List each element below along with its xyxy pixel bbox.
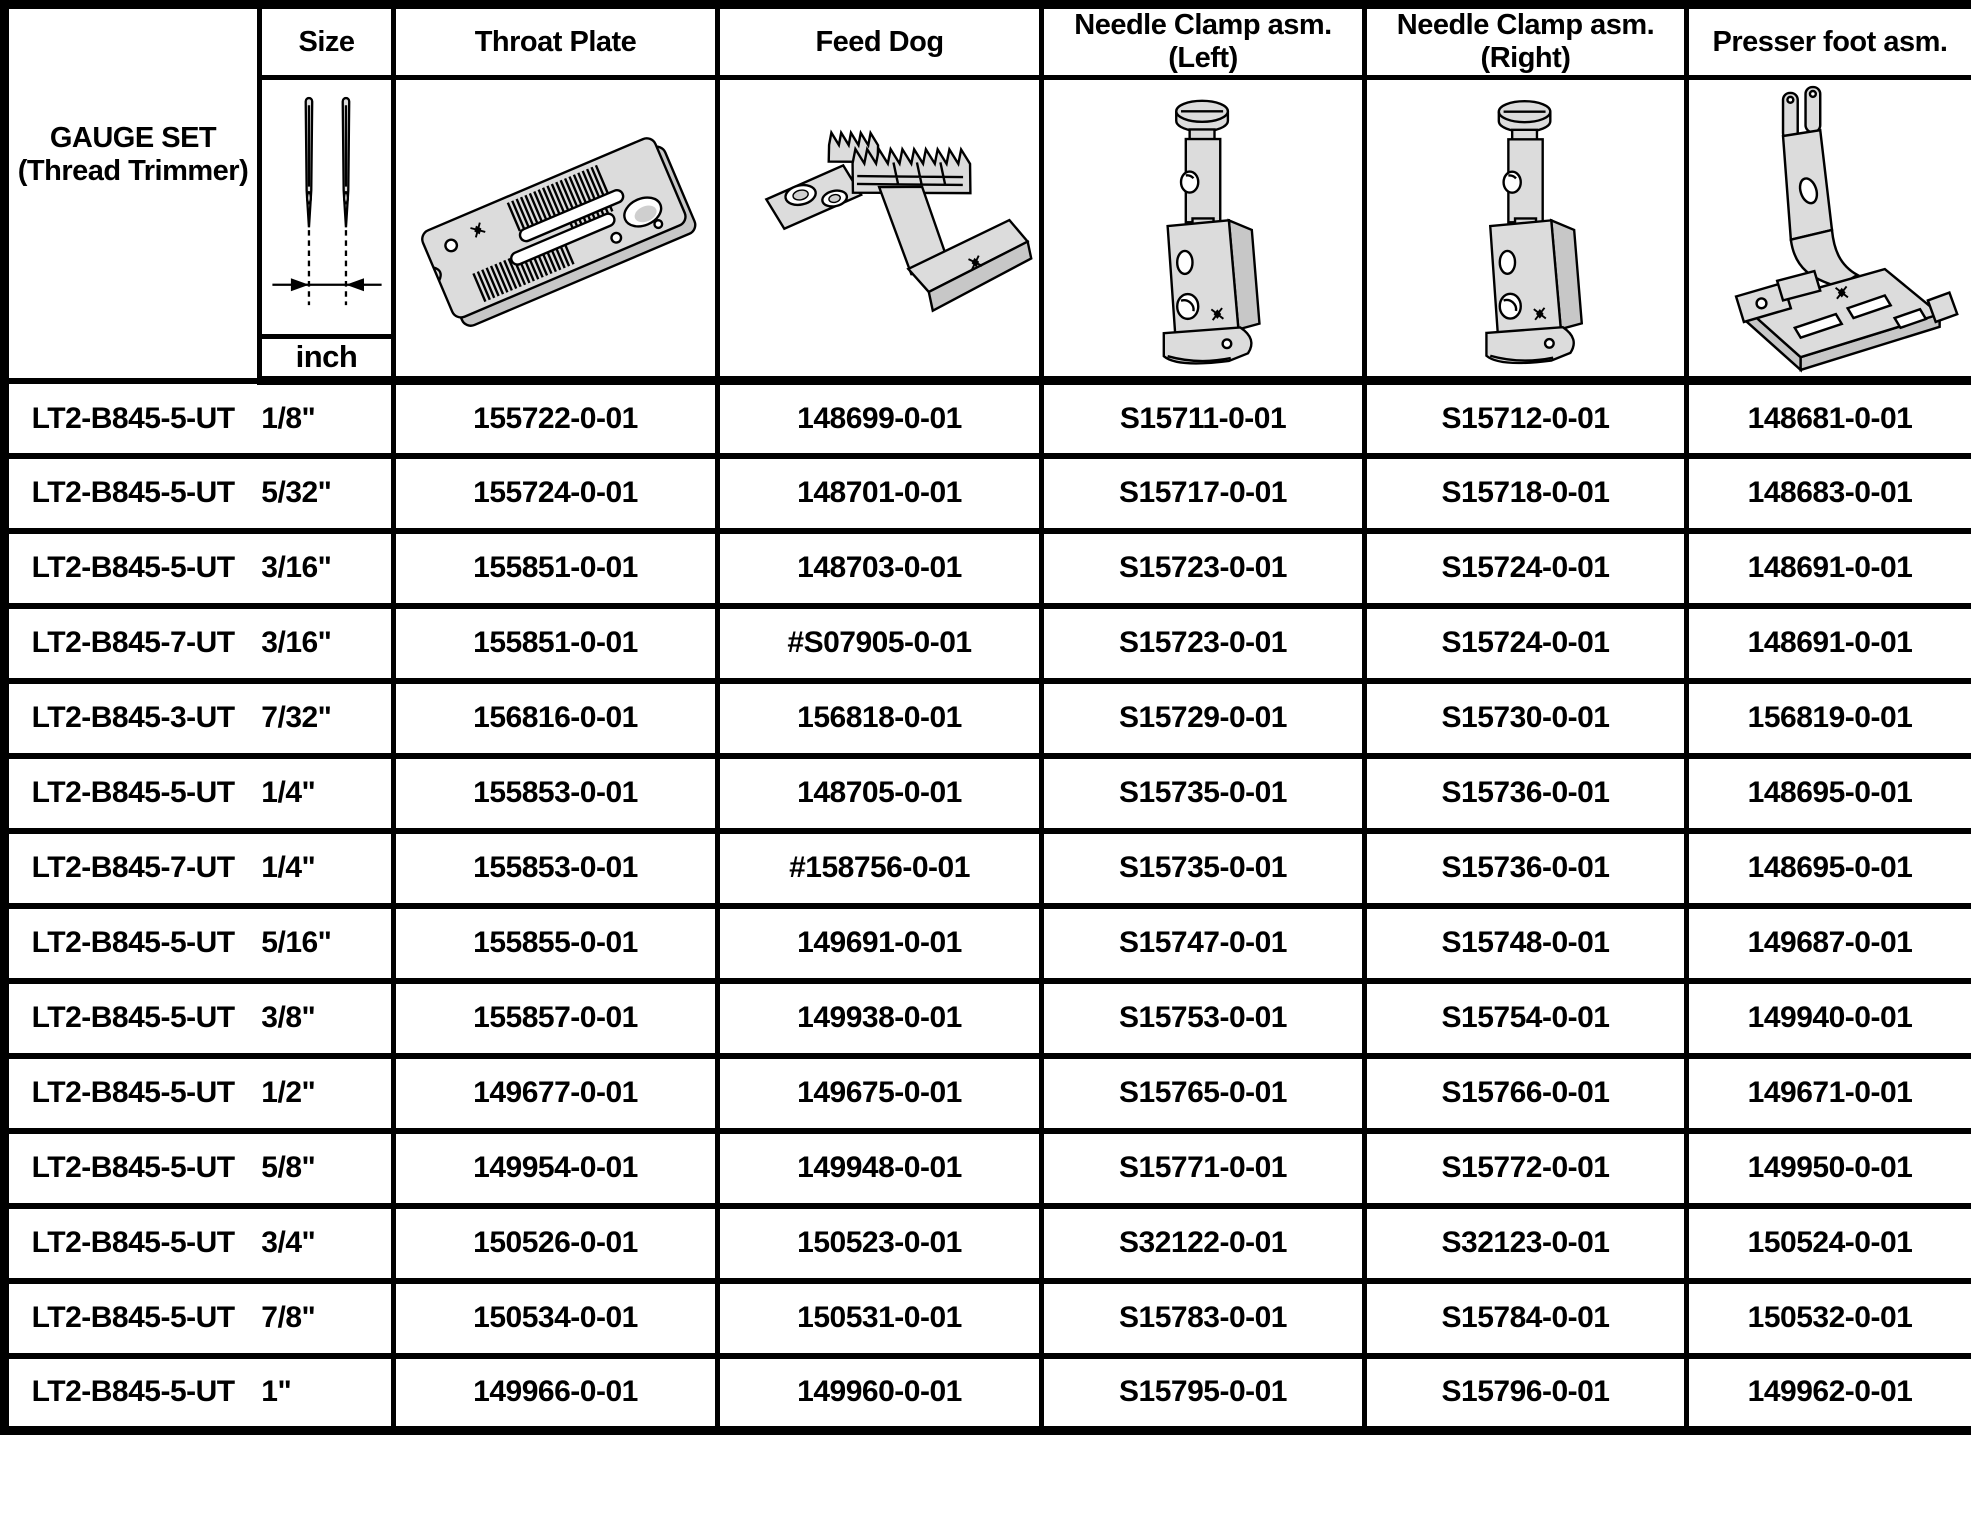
throat-plate-part: 155724-0-01	[394, 456, 718, 531]
needle-clamp-right-part: S15754-0-01	[1365, 981, 1687, 1056]
throat-plate-part: 149677-0-01	[394, 1056, 718, 1131]
needle-clamp-left-icon	[1049, 80, 1358, 376]
needle-clamp-left-part: S15717-0-01	[1042, 456, 1365, 531]
gauge-set-cell	[5, 1356, 394, 1431]
throat-plate-part: 155851-0-01	[394, 531, 718, 606]
needle-clamp-left-part: S15729-0-01	[1042, 681, 1365, 756]
feed-dog-part: 150523-0-01	[718, 1206, 1042, 1281]
gauge-set-cell	[5, 906, 394, 981]
presser-foot-part: 150532-0-01	[1687, 1281, 1971, 1356]
needle-clamp-left-part: S15735-0-01	[1042, 831, 1365, 906]
feed-dog-part: 149938-0-01	[718, 981, 1042, 1056]
header-needle-clamp-right: Needle Clamp asm. (Right)	[1365, 5, 1687, 78]
presser-foot-part: 156819-0-01	[1687, 681, 1971, 756]
gauge-set-cell	[5, 981, 394, 1056]
gauge-size: 3/16"	[261, 626, 332, 659]
header-size: Size	[260, 5, 394, 78]
presser-foot-part: 149687-0-01	[1687, 906, 1971, 981]
needle-clamp-left-part: S15723-0-01	[1042, 606, 1365, 681]
presser-foot-part: 148691-0-01	[1687, 606, 1971, 681]
feed-dog-icon	[725, 80, 1035, 376]
header-row	[5, 5, 1971, 78]
gauge-size: 3/4"	[261, 1226, 316, 1259]
needle-clamp-left-part: S15765-0-01	[1042, 1056, 1365, 1131]
feed-dog-part: 149960-0-01	[718, 1356, 1042, 1431]
needle-clamp-right-part: S15724-0-01	[1365, 531, 1687, 606]
presser-foot-part: 149950-0-01	[1687, 1131, 1971, 1206]
feed-dog-part: 149675-0-01	[718, 1056, 1042, 1131]
throat-plate-illustration-cell	[394, 78, 718, 381]
throat-plate-part: 149966-0-01	[394, 1356, 718, 1431]
throat-plate-part: 155855-0-01	[394, 906, 718, 981]
table-row	[5, 456, 1971, 531]
presser-foot-part: 148695-0-01	[1687, 831, 1971, 906]
needle-clamp-right-part: S15736-0-01	[1365, 756, 1687, 831]
throat-plate-part: 155722-0-01	[394, 381, 718, 456]
needle-clamp-right-part: S15718-0-01	[1365, 456, 1687, 531]
gauge-set-model: LT2-B845-5-UT	[31, 1301, 235, 1334]
gauge-set-cell	[5, 606, 394, 681]
table-row	[5, 1206, 1971, 1281]
needle-clamp-right-part: S15724-0-01	[1365, 606, 1687, 681]
gauge-set-cell	[5, 681, 394, 756]
needle-clamp-right-part: S15766-0-01	[1365, 1056, 1687, 1131]
throat-plate-icon	[401, 80, 711, 376]
table-row	[5, 681, 1971, 756]
needle-clamp-right-part: S15736-0-01	[1365, 831, 1687, 906]
presser-foot-part: 149962-0-01	[1687, 1356, 1971, 1431]
corner-cell	[5, 5, 260, 381]
gauge-size: 5/8"	[261, 1151, 316, 1184]
needle-clamp-right-icon	[1372, 80, 1680, 376]
presser-foot-part: 149940-0-01	[1687, 981, 1971, 1056]
gauge-size: 7/32"	[261, 701, 332, 734]
corner-title-line1: GAUGE SET	[49, 122, 217, 155]
header-needle-clamp-left: Needle Clamp asm. (Left)	[1042, 5, 1365, 78]
gauge-set-model: LT2-B845-5-UT	[31, 1226, 235, 1259]
needle-clamp-left-illustration-cell	[1042, 78, 1365, 381]
presser-foot-part: 148681-0-01	[1687, 381, 1971, 456]
table-row	[5, 381, 1971, 456]
feed-dog-part: 148705-0-01	[718, 756, 1042, 831]
table-row	[5, 756, 1971, 831]
needle-gauge-illustration-cell	[260, 78, 394, 337]
presser-foot-part: 149671-0-01	[1687, 1056, 1971, 1131]
header-throat-plate: Throat Plate	[394, 5, 718, 78]
needle-clamp-left-part: S15795-0-01	[1042, 1356, 1365, 1431]
needle-clamp-left-part: S15753-0-01	[1042, 981, 1365, 1056]
throat-plate-part: 150534-0-01	[394, 1281, 718, 1356]
feed-dog-part: #158756-0-01	[718, 831, 1042, 906]
gauge-size: 1/4"	[261, 851, 316, 884]
gauge-size: 5/16"	[261, 926, 332, 959]
header-presser-foot: Presser foot asm.	[1687, 5, 1971, 78]
table-row	[5, 981, 1971, 1056]
needle-clamp-left-part: S15783-0-01	[1042, 1281, 1365, 1356]
gauge-size: 3/8"	[261, 1001, 316, 1034]
feed-dog-part: 149691-0-01	[718, 906, 1042, 981]
gauge-set-cell	[5, 1281, 394, 1356]
throat-plate-part: 150526-0-01	[394, 1206, 718, 1281]
gauge-set-model: LT2-B845-5-UT	[31, 476, 235, 509]
gauge-size: 1/2"	[261, 1076, 316, 1109]
presser-foot-part: 148683-0-01	[1687, 456, 1971, 531]
presser-foot-part: 148695-0-01	[1687, 756, 1971, 831]
needle-clamp-right-part: S15748-0-01	[1365, 906, 1687, 981]
gauge-set-cell	[5, 1131, 394, 1206]
gauge-set-model: LT2-B845-3-UT	[31, 701, 235, 734]
presser-foot-illustration-cell	[1687, 78, 1971, 381]
needle-clamp-right-illustration-cell	[1365, 78, 1687, 381]
presser-foot-part: 150524-0-01	[1687, 1206, 1971, 1281]
size-unit-label: inch	[260, 336, 394, 380]
needle-clamp-left-part: S15735-0-01	[1042, 756, 1365, 831]
gauge-size: 1/8"	[261, 401, 316, 435]
feed-dog-part: 148699-0-01	[718, 381, 1042, 456]
feed-dog-illustration-cell	[718, 78, 1042, 381]
gauge-set-model: LT2-B845-7-UT	[31, 851, 235, 884]
table-row	[5, 531, 1971, 606]
illustration-row	[5, 78, 1971, 337]
feed-dog-part: #S07905-0-01	[718, 606, 1042, 681]
table-row	[5, 906, 1971, 981]
needle-clamp-left-part: S15711-0-01	[1042, 381, 1365, 456]
feed-dog-part: 150531-0-01	[718, 1281, 1042, 1356]
gauge-set-cell	[5, 531, 394, 606]
table-row	[5, 1131, 1971, 1206]
throat-plate-part: 155857-0-01	[394, 981, 718, 1056]
needle-clamp-right-part: S15712-0-01	[1365, 381, 1687, 456]
gauge-set-model: LT2-B845-5-UT	[31, 1076, 235, 1109]
throat-plate-part: 155853-0-01	[394, 756, 718, 831]
gauge-size: 7/8"	[261, 1301, 316, 1334]
table-row	[5, 831, 1971, 906]
needle-clamp-left-part: S15747-0-01	[1042, 906, 1365, 981]
needle-clamp-right-part: S32123-0-01	[1365, 1206, 1687, 1281]
gauge-set-model: LT2-B845-5-UT	[31, 1151, 235, 1184]
gauge-size: 1"	[261, 1375, 292, 1409]
gauge-set-cell	[5, 1056, 394, 1131]
gauge-set-cell	[5, 456, 394, 531]
header-feed-dog: Feed Dog	[718, 5, 1042, 78]
table-row	[5, 1356, 1971, 1431]
needle-clamp-right-part: S15784-0-01	[1365, 1281, 1687, 1356]
gauge-set-model: LT2-B845-5-UT	[31, 776, 235, 809]
gauge-set-model: LT2-B845-5-UT	[31, 1001, 235, 1034]
gauge-set-model: LT2-B845-7-UT	[31, 626, 235, 659]
feed-dog-part: 149948-0-01	[718, 1131, 1042, 1206]
feed-dog-part: 156818-0-01	[718, 681, 1042, 756]
throat-plate-part: 149954-0-01	[394, 1131, 718, 1206]
gauge-set-model: LT2-B845-5-UT	[31, 1375, 235, 1409]
feed-dog-part: 148703-0-01	[718, 531, 1042, 606]
gauge-size: 1/4"	[261, 776, 316, 809]
throat-plate-part: 155851-0-01	[394, 606, 718, 681]
needle-clamp-left-part: S32122-0-01	[1042, 1206, 1365, 1281]
gauge-size: 5/32"	[261, 476, 332, 509]
gauge-size: 3/16"	[261, 551, 332, 584]
needle-clamp-right-part: S15730-0-01	[1365, 681, 1687, 756]
presser-foot-icon	[1693, 80, 1968, 376]
needle-clamp-left-part: S15771-0-01	[1042, 1131, 1365, 1206]
needle-clamp-right-part: S15796-0-01	[1365, 1356, 1687, 1431]
gauge-set-cell	[5, 1206, 394, 1281]
table-row	[5, 1281, 1971, 1356]
gauge-set-cell	[5, 831, 394, 906]
gauge-set-model: LT2-B845-5-UT	[31, 551, 235, 584]
table-row	[5, 606, 1971, 681]
presser-foot-part: 148691-0-01	[1687, 531, 1971, 606]
needle-gauge-icon	[265, 83, 389, 331]
gauge-set-model: LT2-B845-5-UT	[31, 926, 235, 959]
needle-clamp-right-part: S15772-0-01	[1365, 1131, 1687, 1206]
gauge-set-cell	[5, 381, 394, 456]
throat-plate-part: 156816-0-01	[394, 681, 718, 756]
table-row	[5, 1056, 1971, 1131]
throat-plate-part: 155853-0-01	[394, 831, 718, 906]
needle-clamp-left-part: S15723-0-01	[1042, 531, 1365, 606]
feed-dog-part: 148701-0-01	[718, 456, 1042, 531]
gauge-set-cell	[5, 756, 394, 831]
corner-title-line2: (Thread Trimmer)	[17, 155, 249, 188]
gauge-set-model: LT2-B845-5-UT	[31, 401, 235, 435]
